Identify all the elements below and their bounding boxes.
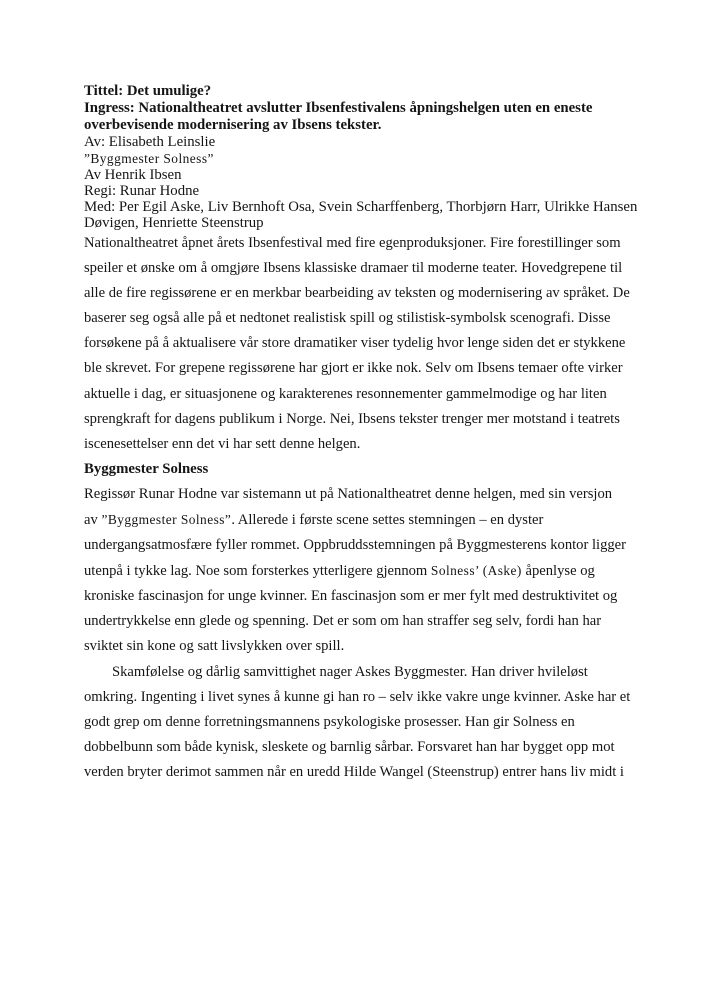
text-line: undertrykkelse enn glede og spenning. Det er som om han straffer seg selv, fordi han har: [84, 613, 602, 630]
text-line: utenpå i tykke lag. Noe som forsterkes ytterligere gjennom Solness’ (Aske) åpenlyse og: [84, 563, 595, 580]
text-line: Døvigen, Henriette Steenstrup: [84, 215, 264, 231]
text-line: forsøkene på å aktualisere vår store dramatiker viser tydelig hvor lenge siden det er stykkene: [84, 335, 626, 352]
text-line: Skamfølelse og dårlig samvittighet nager Askes Byggmester. Han driver hvileløst: [112, 663, 588, 680]
text-line: alle de fire regissørene er en merkbar bearbeiding av teksten og modernisering av språket. De: [84, 285, 630, 302]
article-title: Tittel: Det umulige?: [84, 83, 212, 99]
text-line: [84, 151, 649, 167]
text-line: iscenesettelser enn det vi har sett denne helgen.: [84, 435, 361, 452]
article-paragraph-3: [84, 660, 649, 785]
article-paragraph-2: [84, 482, 649, 660]
alt-font-phrase: Solness’ (Aske): [430, 563, 522, 579]
text-line: verden bryter derimot sammen når en uredd Hilde Wangel (Steenstrup) entrer hans liv midt i: [84, 763, 624, 780]
text-line: baserer seg også alle på et nedtonet realistisk spill og stilistisk-symbolsk scenografi. Disse: [84, 310, 611, 327]
text-line: godt grep om denne forretningsmannens psykologiske prosesser. Han gir Solness en: [84, 713, 575, 730]
alt-font-phrase: ”Byggmester Solness”: [84, 151, 214, 166]
text-line: Regissør Runar Hodne var sistemann ut på Nationaltheatret denne helgen, med sin versjon: [84, 485, 613, 502]
text-line: Ingress: Nationaltheatret avslutter Ibsenfestivalens åpningshelgen uten en eneste: [84, 100, 593, 116]
article-byline: Av: Elisabeth Leinslie: [84, 134, 216, 150]
text-line: dobbelbunn som både kynisk, sleskete og barnlig sårbar. Forsvaret han har bygget opp mot: [84, 738, 615, 755]
text-line: Av Henrik Ibsen: [84, 167, 182, 183]
production-credits: [84, 151, 649, 231]
alt-font-phrase: ”Byggmester Solness”: [101, 511, 232, 527]
text-line: aktuelle i dag, er situasjonene og karakterenes resonnementer gammelmodige og har liten: [84, 385, 607, 402]
section-heading: Byggmester Solness: [84, 460, 209, 477]
text-line: undergangsatmosfære fyller rommet. Oppbruddsstemningen på Byggmesterens kontor ligger: [84, 537, 627, 554]
text-line: sviktet sin kone og satt livslykken over spill.: [84, 638, 345, 655]
text-line: Nationaltheatret åpnet årets Ibsenfestival med fire egenproduksjoner. Fire forestillinger som: [84, 235, 621, 251]
article-paragraph-1: [84, 231, 649, 457]
text-line: omkring. Ingenting i livet synes å kunne gi han ro – selv ikke vakre unge kvinner. Aske har et: [84, 688, 631, 705]
text-line: ble skrevet. For grepene regissørene har gjort er ikke nok. Selv om Ibsens temaer ofte virker: [84, 360, 623, 377]
text-line: av ”Byggmester Solness”. Allerede i første scene settes stemningen – en dyster: [84, 511, 544, 528]
text-line: speiler et ønske om å omgjøre Ibsens klassiske dramaer til moderne teater. Hovedgrepene til: [84, 260, 623, 277]
text-line: kroniske fascinasjon for unge kvinner. En fascinasjon som er mer fylt med destruktivitet og: [84, 588, 618, 605]
article-lead: [84, 100, 649, 134]
text-line: Med: Per Egil Aske, Liv Bernhoft Osa, Svein Scharffenberg, Thorbjørn Harr, Ulrikke Hansen: [84, 199, 638, 215]
text-line: overbevisende modernisering av Ibsens tekster.: [84, 117, 382, 133]
text-line: Regi: Runar Hodne: [84, 183, 200, 199]
text-line: sprengkraft for dagens publikum i Norge. Nei, Ibsens tekster trenger mer motstand i teatrets: [84, 410, 620, 427]
